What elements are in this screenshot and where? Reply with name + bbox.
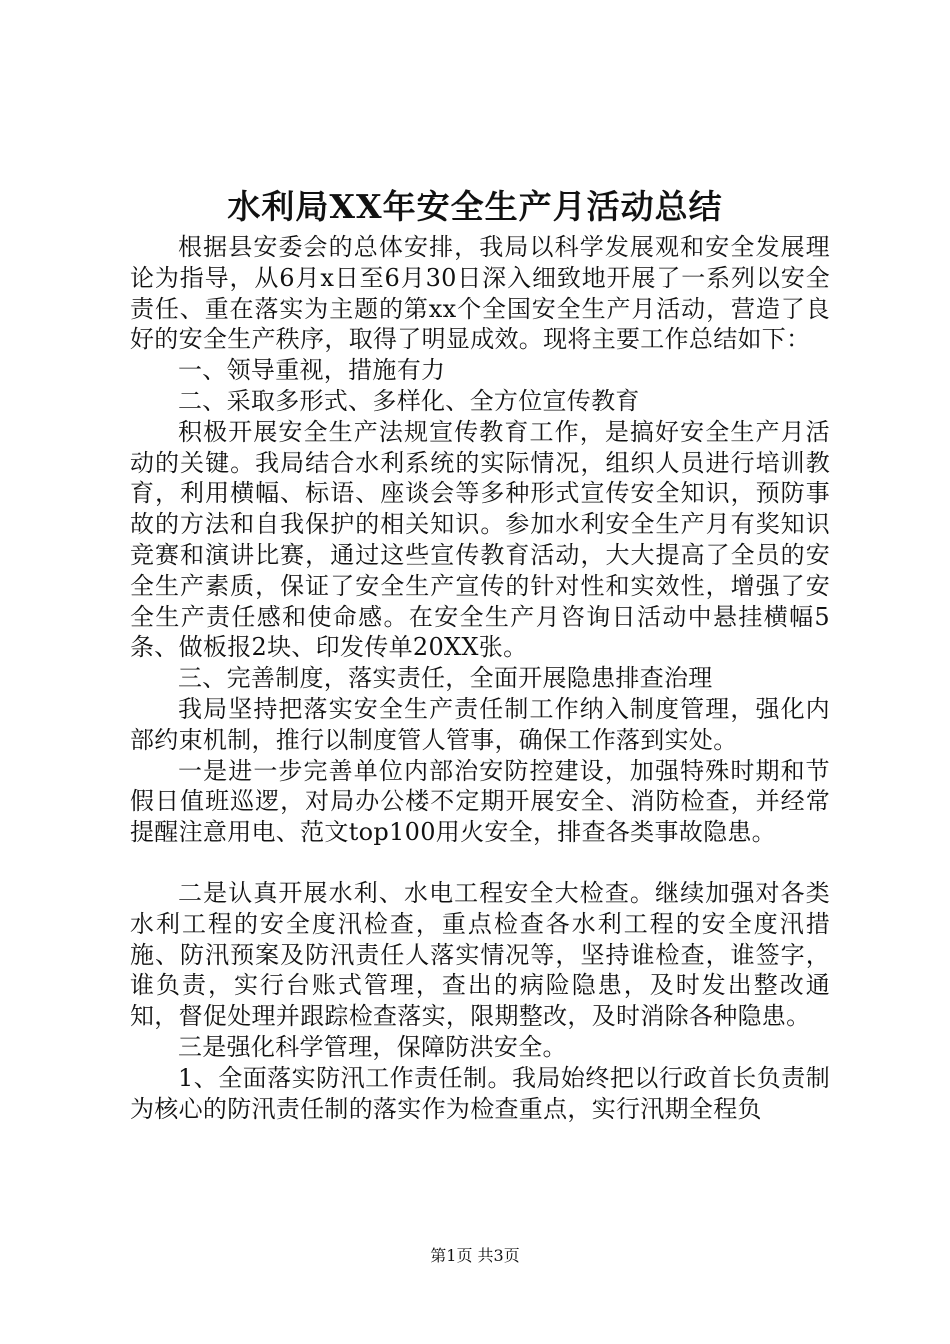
section-heading-1: 一、领导重视，措施有力 [178,356,446,385]
section-heading-2: 二、采取多形式、多样化、全方位宣传教育 [178,386,640,415]
paragraph-point-three: 三是强化科学管理，保障防洪安全。 [178,1032,567,1061]
page-number-footer: 第1页 共3页 [430,1246,520,1265]
paragraph-intro: 根据县安委会的总体安排，我局以科学发展观和安全发展理论为指导，从6月x日至6月30日深入细致地开展了一系列以安全责任、重在落实为主题的第xx个全国安全生产月活动，营造了良好的安全生产秩序，取得了明显成效。现将主要工作总结如下： [130,233,830,354]
section-heading-3: 三、完善制度，落实责任，全面开展隐患排查治理 [178,664,713,693]
document-title: 水利局XX年安全生产月活动总结 [227,187,723,226]
paragraph-responsibility: 我局坚持把落实安全生产责任制工作纳入制度管理，强化内部约束机制，推行以制度管人管事，确保工作落到实处。 [130,694,830,754]
paragraph-point-two: 二是认真开展水利、水电工程安全大检查。继续加强对各类水利工程的安全度汛检查，重点检查各水利工程的安全度汛措施、防汛预案及防汛责任人落实情况等，坚持谁检查，谁签字，谁负责，实行台账式管理，查出的病险隐患，及时发出整改通知，督促处理并跟踪检查落实，限期整改，及时消除各种隐患。 [130,878,830,1031]
paragraph-publicity: 积极开展安全生产法规宣传教育工作，是搞好安全生产月活动的关键。我局结合水利系统的实际情况，组织人员进行培训教育，利用横幅、标语、座谈会等多种形式宣传安全知识，预防事故的方法和自我保护的相关知识。参加水利安全生产月有奖知识竞赛和演讲比赛，通过这些宣传教育活动，大大提高了全员的安全生产素质，保证了安全生产宣传的针对性和实效性，增强了安全生产责任感和使命感。在安全生产月咨询日活动中悬挂横幅5条、做板报2块、印发传单20XX张。 [130,417,830,662]
paragraph-point-one: 一是进一步完善单位内部治安防控建设，加强特殊时期和节假日值班巡逻，对局办公楼不定期开展安全、消防检查，并经常提醒注意用电、范文top100用火安全，排查各类事故隐患。 [130,756,830,847]
paragraph-item-1: 1、全面落实防汛工作责任制。我局始终把以行政首长负责制为核心的防汛责任制的落实作为检查重点，实行汛期全程负 [130,1063,830,1123]
document-body [130,232,830,1124]
